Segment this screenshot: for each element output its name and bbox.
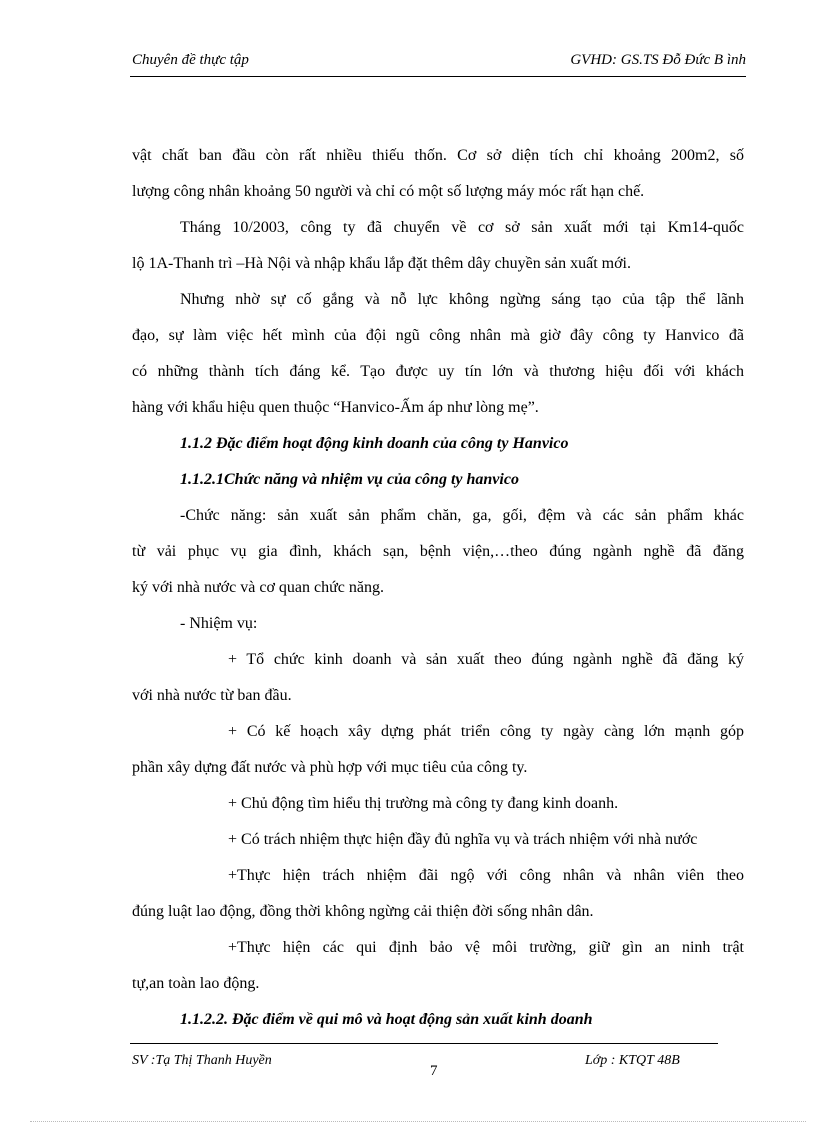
paragraph-line: vật chất ban đầu còn rất nhiều thiếu thốn. Cơ sở diện tích chỉ khoảng 200m2, số [132,147,744,164]
paragraph-line: hàng với khẩu hiệu quen thuộc “Hanvico-Ấm áp như lòng mẹ”. [132,399,539,416]
paragraph-line: có những thành tích đáng kể. Tạo được uy tín lớn và thương hiệu đối với khách [132,363,744,380]
list-item-line: + Tổ chức kinh doanh và sản xuất theo đúng ngành nghề đã đăng ký [228,651,744,668]
paragraph-line: -Chức năng: sản xuất sản phẩm chăn, ga, gối, đệm và các sản phẩm khác [180,507,744,524]
section-heading: 1.1.2 Đặc điểm hoạt động kinh doanh của công ty Hanvico [180,435,569,452]
header-left: Chuyên đề thực tập [132,52,249,68]
list-item-line: với nhà nước từ ban đầu. [132,687,292,704]
page-body [132,138,744,1038]
header-rule [130,76,746,77]
paragraph-line: Tháng 10/2003, công ty đã chuyển về cơ sở sản xuất mới tại Km14-quốc [180,219,744,236]
list-item-line: +Thực hiện trách nhiệm đãi ngộ với công nhân và nhân viên theo [228,867,744,884]
paragraph-line: lượng công nhân khoảng 50 người và chỉ có một số lượng máy móc rất hạn chế. [132,183,645,200]
paragraph-line: đạo, sự làm việc hết mình của đội ngũ công nhân mà giờ đây công ty Hanvico đã [132,327,744,344]
list-item-line: + Có trách nhiệm thực hiện đầy đủ nghĩa vụ và trách nhiệm với nhà nước [228,831,698,848]
page-number: 7 [430,1063,438,1079]
paragraph-line: Nhưng nhờ sự cố gắng và nỗ lực không ngừng sáng tạo của tập thể lãnh [180,291,744,308]
page-edge [30,1121,806,1122]
paragraph-line: - Nhiệm vụ: [180,615,258,632]
list-item-line: + Có kế hoạch xây dựng phát triển công ty ngày càng lớn mạnh góp [228,723,744,740]
footer-rule-dashed [580,1043,718,1044]
list-item-line: phần xây dựng đất nước và phù hợp với mục tiêu của công ty. [132,759,528,776]
list-item-line: đúng luật lao động, đồng thời không ngừng cải thiện đời sống nhân dân. [132,903,594,920]
footer-student: SV :Tạ Thị Thanh Huyền [132,1053,272,1068]
list-item-line: +Thực hiện các qui định bảo vệ môi trường, giữ gìn an ninh trật [228,939,744,956]
header-right: GVHD: GS.TS Đỗ Đức B ình [570,52,746,68]
paragraph-line: từ vải phục vụ gia đình, khách sạn, bệnh viện,…theo đúng ngành nghề đã đăng [132,543,744,560]
subsection-heading: 1.1.2.1Chức năng và nhiệm vụ của công ty hanvico [180,471,519,488]
paragraph-line: ký với nhà nước và cơ quan chức năng. [132,579,384,596]
paragraph-line: lộ 1A-Thanh trì –Hà Nội và nhập khẩu lắp đặt thêm dây chuyền sản xuất mới. [132,255,631,272]
footer-class: Lớp : KTQT 48B [585,1053,680,1068]
list-item-line: tự,an toàn lao động. [132,975,260,992]
list-item-line: + Chủ động tìm hiểu thị trường mà công ty đang kinh doanh. [228,795,619,812]
subsection-heading: 1.1.2.2. Đặc điểm về qui mô và hoạt động sản xuất kinh doanh [180,1011,593,1028]
